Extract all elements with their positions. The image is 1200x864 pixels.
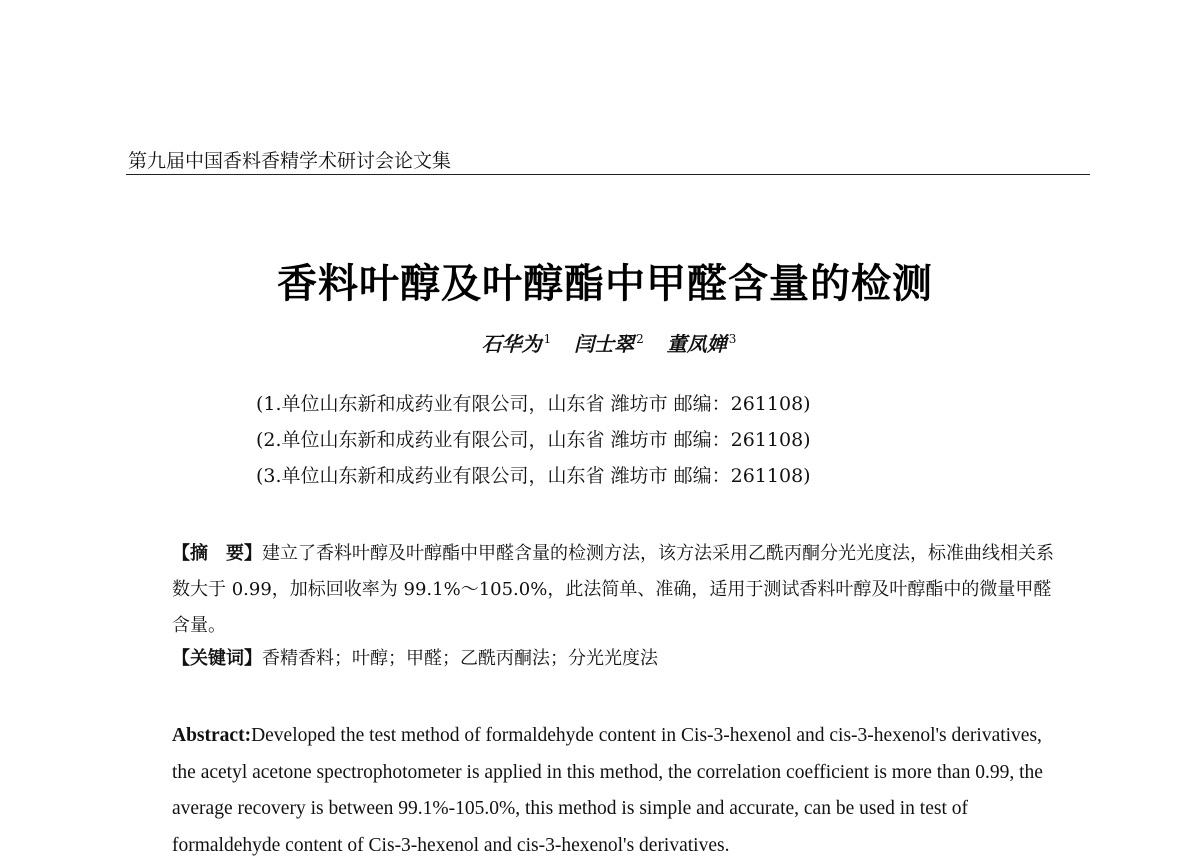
affiliation-list xyxy=(256,386,811,494)
abstract-en-text: Developed the test method of formaldehyde content in Cis-3-hexenol and cis-3-hexenol's derivatives, the acetyl acetone spectrophotometer is applied in this method, the correlation coefficient is more than 0.99, the average recovery is between 99.1%-105.0%, this method is simple and accurate, can be used in test of formaldehyde content of Cis-3-hexenol and cis-3-hexenol's derivatives. xyxy=(172,725,1043,856)
author-1 xyxy=(482,332,552,356)
author-3 xyxy=(667,332,737,356)
abstract-en-label: Abstract: xyxy=(172,725,252,746)
affiliation-1: (1.单位山东新和成药业有限公司，山东省 潍坊市 邮编：261108) xyxy=(256,393,811,415)
abstract-cn-label: 【摘 要】 xyxy=(172,543,262,564)
proceedings-header: 第九届中国香料香精学术研讨会论文集 xyxy=(128,150,452,172)
author-name: 董凤婵 xyxy=(666,332,727,356)
affiliation-3: (3.单位山东新和成药业有限公司，山东省 潍坊市 邮编：261108) xyxy=(256,465,811,487)
keywords-text: 香精香料；叶醇；甲醛；乙酰丙酮法；分光光度法 xyxy=(262,648,658,669)
author-name: 石华为 xyxy=(481,332,542,356)
author-affil-mark: 1 xyxy=(543,332,552,347)
keywords-label: 【关键词】 xyxy=(172,648,262,669)
keywords xyxy=(172,644,1062,674)
affiliation-2: (2.单位山东新和成药业有限公司，山东省 潍坊市 邮编：261108) xyxy=(256,429,811,451)
header-rule xyxy=(126,174,1090,175)
english-abstract xyxy=(172,718,1052,864)
author-name: 闫士翠 xyxy=(574,332,635,356)
author-affil-mark: 3 xyxy=(728,332,737,347)
abstract-cn-text: 建立了香料叶醇及叶醇酯中甲醛含量的检测方法，该方法采用乙酰丙酮分光光度法，标准曲线相关系数大于 0.99，加标回收率为 99.1%～105.0%，此法简单、准确，适用于测试香料叶醇及叶醇酯中的微量甲醛含量。 xyxy=(172,543,1054,636)
chinese-abstract xyxy=(172,536,1062,644)
author-2 xyxy=(574,332,644,356)
author-affil-mark: 2 xyxy=(636,332,644,347)
author-list xyxy=(0,328,1200,357)
paper-title: 香料叶醇及叶醇酯中甲醛含量的检测 xyxy=(277,261,933,307)
